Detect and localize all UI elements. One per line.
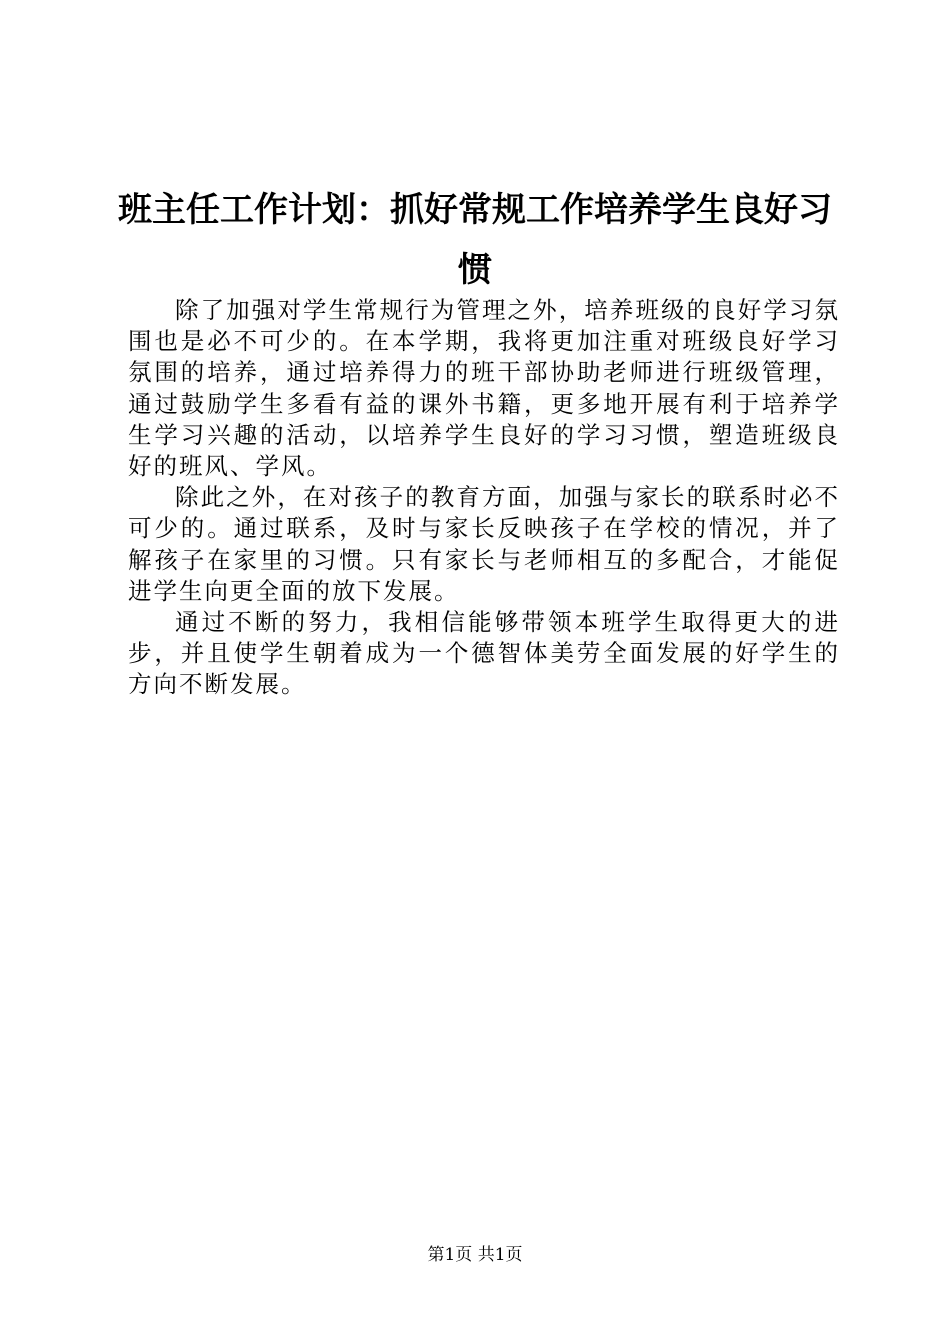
- document-title: 班主任工作计划：抓好常规工作培养学生良好习惯: [118, 190, 832, 290]
- paragraph-3: 通过不断的努力，我相信能够带领本班学生取得更大的进步，并且使学生朝着成为一个德智体美劳全面发展的好学生的方向不断发展。: [128, 608, 840, 699]
- document-body: [128, 295, 840, 701]
- paragraph-1: 除了加强对学生常规行为管理之外，培养班级的良好学习氛围也是必不可少的。在本学期，我将更加注重对班级良好学习氛围的培养，通过培养得力的班干部协助老师进行班级管理，通过鼓励学生多看有益的课外书籍，更多地开展有利于培养学生学习兴趣的活动，以培养学生良好的学习习惯，塑造班级良好的班风、学风。: [128, 296, 840, 481]
- page-footer: 第1页 共1页: [427, 1245, 523, 1265]
- paragraph-2: 除此之外，在对孩子的教育方面，加强与家长的联系时必不可少的。通过联系，及时与家长反映孩子在学校的情况，并了解孩子在家里的习惯。只有家长与老师相互的多配合，才能促进学生向更全面的放下发展。: [128, 483, 840, 605]
